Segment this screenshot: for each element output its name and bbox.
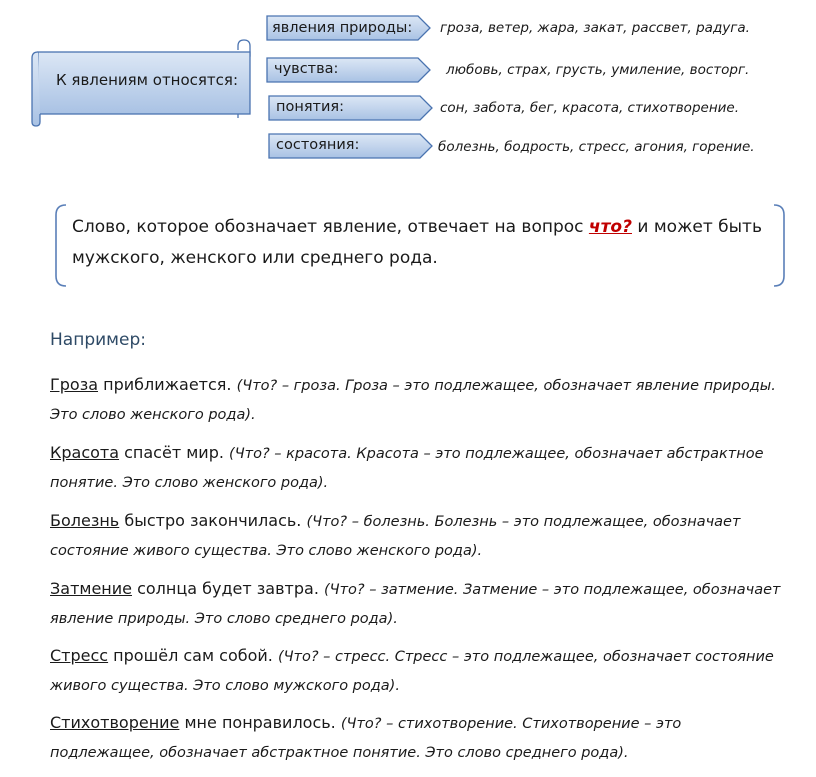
rule-keyword: что?: [588, 217, 632, 237]
category-items-feelings: любовь, страх, грусть, умиление, восторг.: [446, 62, 750, 78]
category-label-nature: явления природы:: [272, 20, 413, 36]
example-rest: приближается.: [98, 375, 237, 394]
example-note: (Что? – стихотворение. Стихотворение – это подлежащее, обозначает абстрактное понятие. Это слово среднего рода).: [50, 716, 682, 761]
example-note: (Что? – красота. Красота – это подлежащее, обозначает абстрактное понятие. Это слово женского рода).: [50, 446, 764, 491]
example-word: Стресс: [50, 646, 109, 665]
example-note: (Что? – гроза. Гроза – это подлежащее, обозначает явление природы. Это слово женского рода).: [50, 378, 776, 423]
examples-heading: Например:: [50, 330, 146, 350]
example-rest: солнца будет завтра.: [132, 579, 324, 598]
example-item: [50, 507, 790, 565]
example-rest: прошёл сам собой.: [108, 646, 278, 665]
category-items-states: болезнь, бодрость, стресс, агония, горение.: [438, 139, 755, 155]
example-item: [50, 575, 790, 633]
example-note: (Что? – затмение. Затмение – это подлежащее, обозначает явление природы. Это слово среднего рода).: [50, 582, 781, 627]
scroll-label: К явлениям относятся:: [56, 71, 238, 89]
category-items-concepts: сон, забота, бег, красота, стихотворение.: [440, 100, 740, 116]
example-item: [50, 642, 790, 700]
example-note: (Что? – стресс. Стресс – это подлежащее, обозначает состояние живого существа. Это слово мужского рода).: [50, 649, 774, 694]
example-word: Затмение: [50, 579, 132, 598]
example-rest: быстро закончилась.: [119, 511, 307, 530]
category-label-states: состояния:: [276, 137, 360, 153]
example-word: Гроза: [50, 375, 99, 394]
example-note: (Что? – болезнь. Болезнь – это подлежащее, обозначает состояние живого существа. Это слово женского рода).: [50, 514, 741, 559]
example-item: [50, 371, 790, 429]
example-item: [50, 439, 790, 497]
category-label-feelings: чувства:: [274, 61, 339, 77]
category-items-nature: гроза, ветер, жара, закат, рассвет, радуга.: [440, 20, 750, 36]
rule-text-before: Слово, которое обозначает явление, отвечает на вопрос: [72, 217, 589, 237]
rule-text: [72, 212, 772, 274]
example-word: Болезнь: [50, 511, 120, 530]
example-rest: спасёт мир.: [119, 443, 230, 462]
category-label-concepts: понятия:: [276, 99, 345, 115]
example-item: [50, 709, 790, 767]
example-word: Красота: [50, 443, 120, 462]
rule-text-after: и может быть мужского, женского или среднего рода.: [72, 217, 762, 268]
example-rest: мне понравилось.: [179, 713, 341, 732]
example-word: Стихотворение: [50, 713, 180, 732]
